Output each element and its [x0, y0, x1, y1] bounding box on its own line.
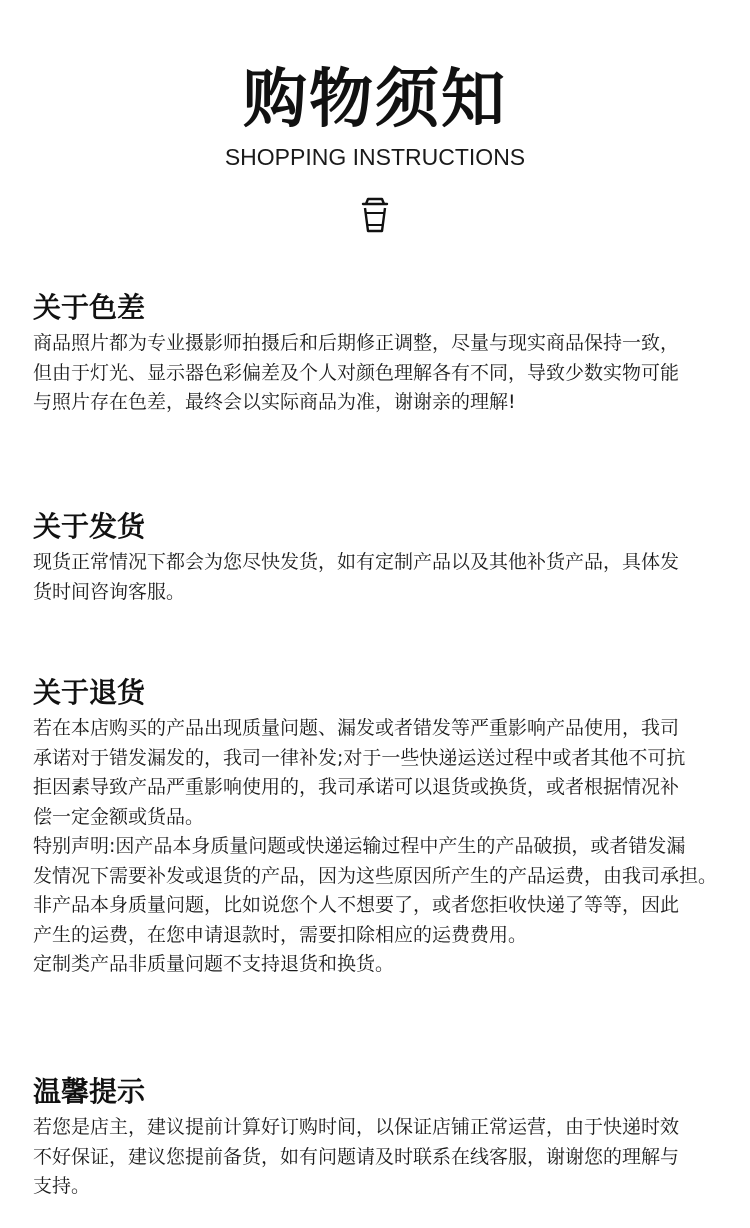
text-line: 不好保证，建议您提前备货，如有问题请及时联系在线客服，谢谢您的理解与: [33, 1145, 680, 1168]
text-line: 拒因素导致产品严重影响使用的，我司承诺可以退货或换货，或者根据情况补: [33, 776, 680, 798]
text-line: 但由于灯光、显示器色彩偏差及个人对颜色理解各有不同，导致少数实物可能: [33, 361, 680, 384]
text-line: 产生的运费，在您申请退款时，需要扣除相应的运费费用。: [33, 923, 528, 946]
text-line: 发情况下需要补发或退货的产品，因为这些原因所产生的产品运费，由我司承担。: [33, 864, 718, 887]
text-line: 特别声明:因产品本身质量问题或快递运输过程中产生的产品破损，或者错发漏: [33, 835, 686, 857]
section-title: 关于发货: [33, 510, 146, 543]
coffee-cup-icon: [359, 196, 391, 234]
page-title: 购物须知: [243, 63, 507, 137]
text-line: 定制类产品非质量问题不支持退货和换货。: [33, 953, 395, 975]
page-subtitle: SHOPPING INSTRUCTIONS: [224, 144, 526, 170]
section-tips: [33, 1074, 733, 1202]
section-title: 关于退货: [33, 676, 146, 709]
text-line: 支持。: [33, 1175, 91, 1197]
section-paragraph: [33, 832, 733, 891]
text-line: 现货正常情况下都会为您尽快发货，如有定制产品以及其他补货产品，具体发: [33, 551, 680, 573]
section-title: 关于色差: [33, 291, 146, 324]
section-color-difference: [33, 290, 733, 418]
section-paragraph: [33, 1113, 733, 1202]
text-line: 货时间咨询客服。: [33, 580, 186, 603]
section-returns: [33, 675, 733, 980]
section-paragraph: [33, 714, 733, 832]
text-line: 与照片存在色差，最终会以实际商品为准，谢谢亲的理解!: [33, 391, 516, 413]
section-paragraph: [33, 329, 733, 418]
text-line: 若您是店主，建议提前计算好订购时间，以保证店铺正常运营，由于快递时效: [33, 1116, 680, 1138]
text-line: 偿一定金额或货品。: [33, 805, 205, 828]
text-line: 承诺对于错发漏发的，我司一律补发;对于一些快递运送过程中或者其他不可抗: [33, 746, 686, 769]
section-shipping: [33, 509, 733, 607]
text-line: 若在本店购买的产品出现质量问题、漏发或者错发等严重影响产品使用，我司: [33, 717, 680, 739]
text-line: 非产品本身质量问题，比如说您个人不想要了，或者您拒收快递了等等，因此: [33, 894, 680, 916]
section-paragraph: [33, 548, 733, 607]
section-paragraph: [33, 950, 733, 980]
text-line: 商品照片都为专业摄影师拍摄后和后期修正调整，尽量与现实商品保持一致，: [33, 332, 680, 354]
section-paragraph: [33, 891, 733, 950]
section-title: 温馨提示: [33, 1075, 146, 1108]
